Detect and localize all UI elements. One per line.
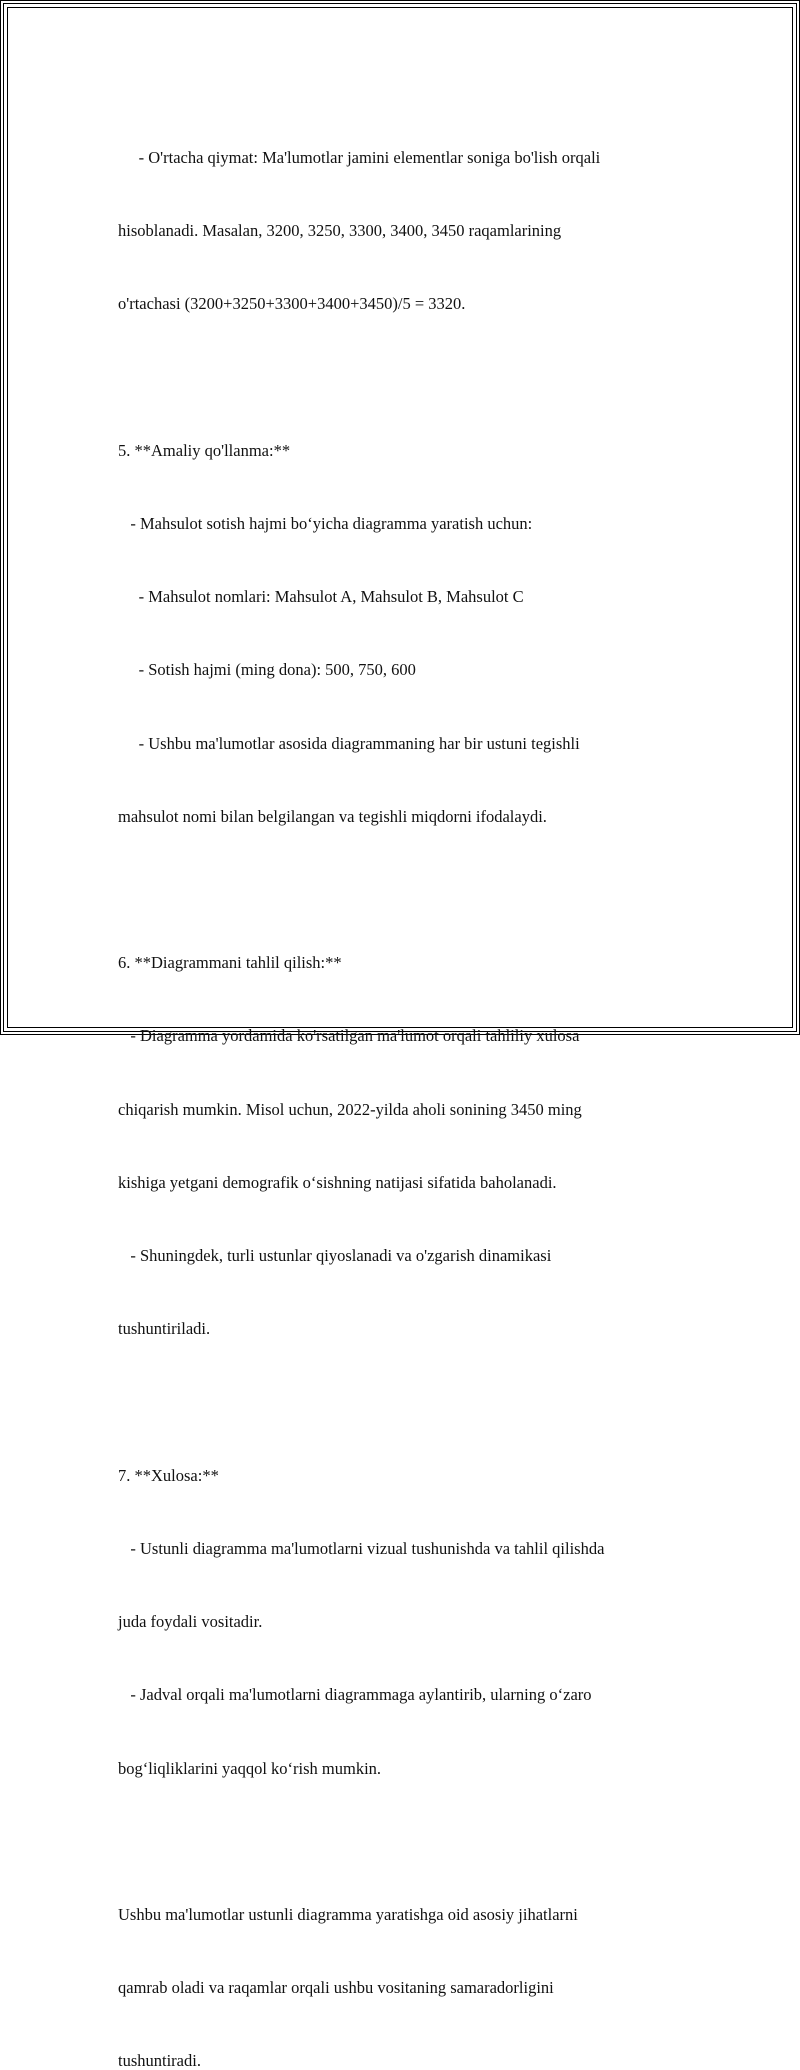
text-line: kishiga yetgani demografik o‘sishning natijasi sifatida baholanadi. <box>118 1172 557 1192</box>
document-body <box>118 97 698 2070</box>
text-line: - Ushbu ma'lumotlar asosida diagrammaning har bir ustuni tegishli <box>118 733 580 753</box>
text-line: - Mahsulot nomlari: Mahsulot A, Mahsulot B, Mahsulot C <box>118 587 524 607</box>
section-heading: 5. **Amaliy qo'llanma:** <box>118 440 291 460</box>
text-line: - Sotish hajmi (ming dona): 500, 750, 600 <box>118 660 416 680</box>
text-line: chiqarish mumkin. Misol uchun, 2022-yilda aholi sonining 3450 ming <box>118 1099 582 1119</box>
text-line: tushuntiradi. <box>118 2051 201 2070</box>
text-line: mahsulot nomi bilan belgilangan va tegishli miqdorni ifodalaydi. <box>118 806 547 826</box>
text-line: - Shuningdek, turli ustunlar qiyoslanadi va o'zgarish dinamikasi <box>118 1246 552 1266</box>
text-line: tushuntiriladi. <box>118 1319 211 1339</box>
paragraph-average-value <box>118 97 698 365</box>
paragraph-gap <box>118 878 698 902</box>
text-line: - O'rtacha qiymat: Ma'lumotlar jamini elementlar soniga bo'lish orqali <box>118 147 601 167</box>
text-line: - Mahsulot sotish hajmi bo‘yicha diagramma yaratish uchun: <box>118 513 533 533</box>
text-line: Ushbu ma'lumotlar ustunli diagramma yaratishga oid asosiy jihatlarni <box>118 1905 578 1924</box>
section-conclusion <box>118 1415 698 1830</box>
paragraph-gap <box>118 1391 698 1415</box>
paragraph-gap <box>118 1830 698 1854</box>
text-line: hisoblanadi. Masalan, 3200, 3250, 3300, 3400, 3450 raqamlarining <box>118 221 562 241</box>
text-line: juda foydali vositadir. <box>118 1612 263 1632</box>
text-line: bog‘liqliklarini yaqqol ko‘rish mumkin. <box>118 1758 382 1778</box>
section-diagram-analysis <box>118 902 698 1390</box>
paragraph-summary <box>118 1854 698 2070</box>
section-heading: 7. **Xulosa:** <box>118 1465 219 1485</box>
text-line: o'rtachasi (3200+3250+3300+3400+3450)/5 = 3320. <box>118 294 466 314</box>
text-line: - Jadval orqali ma'lumotlarni diagrammaga aylantirib, ularning o‘zaro <box>118 1685 592 1705</box>
paragraph-gap <box>118 365 698 389</box>
section-practical-guide <box>118 390 698 878</box>
text-line: qamrab oladi va raqamlar orqali ushbu vositaning samaradorligini <box>118 1978 554 1998</box>
section-heading: 6. **Diagrammani tahlil qilish:** <box>118 953 342 973</box>
text-line: - Diagramma yordamida ko'rsatilgan ma'lumot orqali tahliliy xulosa <box>118 1026 580 1046</box>
text-line: - Ustunli diagramma ma'lumotlarni vizual tushunishda va tahlil qilishda <box>118 1538 605 1558</box>
